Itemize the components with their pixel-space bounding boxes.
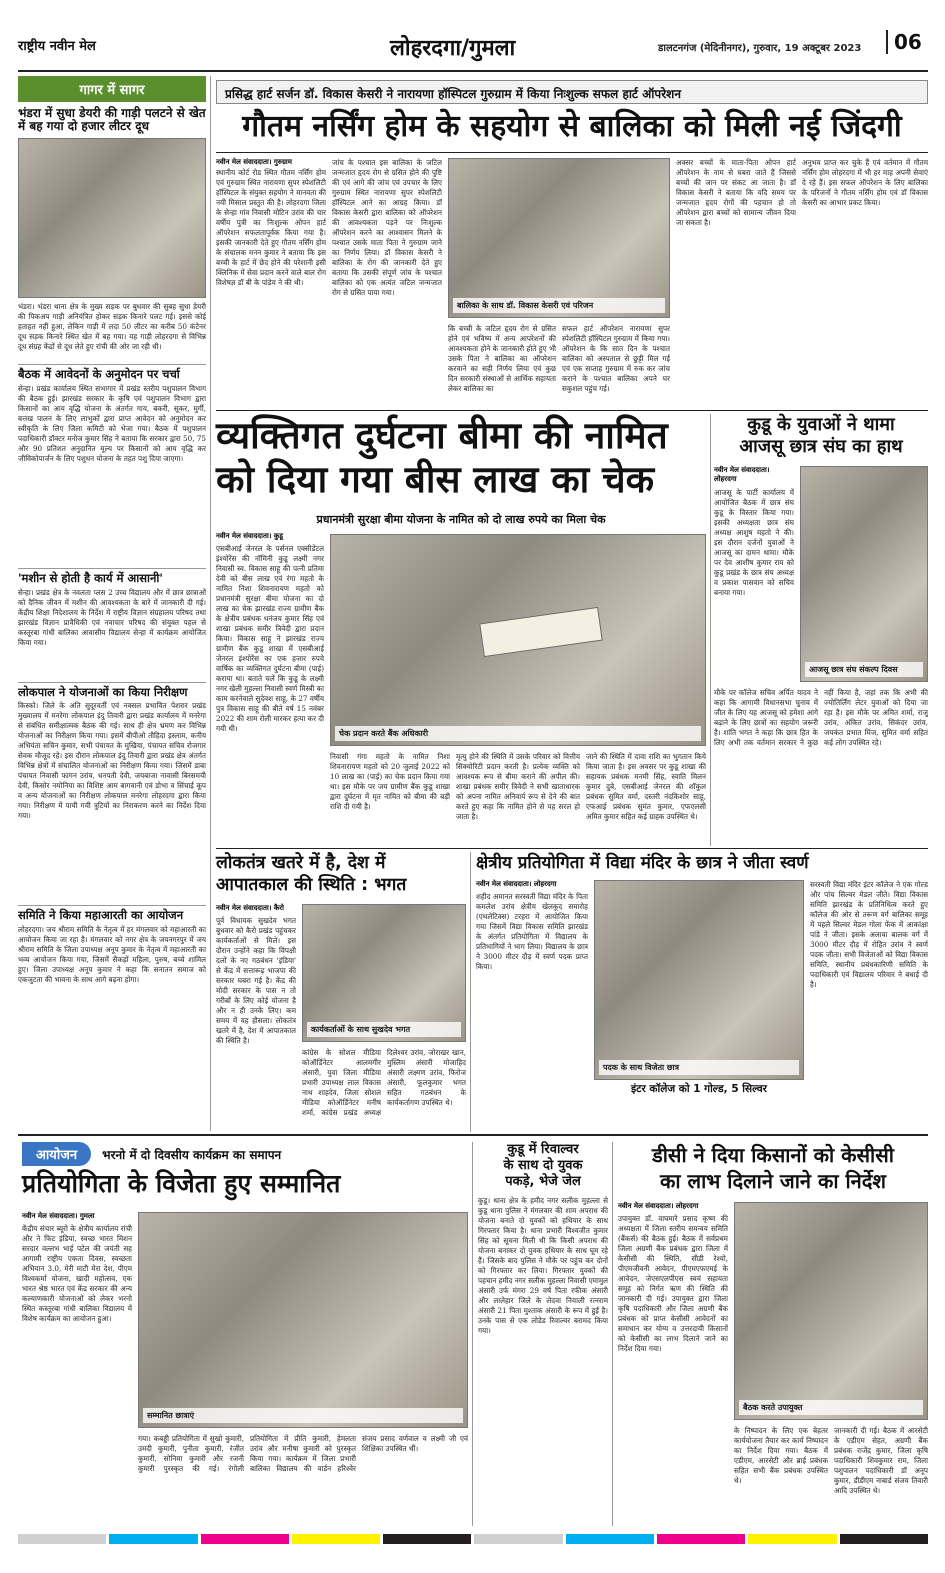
section-rule [216,410,928,411]
kcc-body-left: उपायुक्त डॉ. वाघमारे प्रसाद कृष्ण की अध्यक्षता में जिला स्तरीय समन्वय समिति (बैंकर्स) की बैठक हुई। बैठक में सर्वप्रथम जिला अग्रणी बैंक प्रबंधक द्वारा जिला में केसीसी की स्थिति, सीडी रेश्यो, पीएमजीवनी आवेदन, पीएमएफएमई के आवेदन, जेएसएलपीएस स्वयं सहायता समूह को निर्गत ऋण की स्थिति की जानकारी दी गई। उपायुक्त द्वारा जिला कृषि पदाधिकारी और जिला अग्रणी बैंक प्रबंधक को प्राप्त केसीसी आवेदनों का समाधान कर योग्य व उत्तरदायी किसानों को केसीसी का लाभ दिलाने जाने का निर्देश दिया गया। [618,1214,728,1353]
photo-caption: आजसू छात्र संघ संकल्प दिवस [805,662,923,677]
photo-caption: कार्यकर्ताओं के साथ सुखदेव भगत [307,1022,461,1037]
ajsu-headline-line1: कुडू के युवाओं ने थामा [747,414,895,435]
insurance-subhead: प्रधानमंत्री सुरक्षा बीमा योजना के नामित को दो लाख रुपये का मिला चेक [316,513,606,526]
story-headline: समिति ने किया महाआरती का आयोजन [18,905,206,922]
masthead-rule [18,70,928,72]
insurance-body-mid3: जाने की स्थिति में दावा राशि का भुगतान किये किया जाता है। इस अवसर पर कुडू शाखा की सहायक प्रबंधक मनमी सिंह, स्वाति मिलन कुमार दुबे, एसबीआई जेनरल की शॉकुल प्रबंधक सुमित वर्मा, दस्तरी नंदकिशोर साहू, एफआई प्रबंधक सुमंत कुमार, एफएलसी अमित कुमार सहित कई ग्राहक उपस्थित थे। [586,752,706,821]
photo-caption: सम्मानित छात्राएं [143,1408,463,1423]
story-headline: लोकपाल ने योजनाओं का किया निरीक्षण [18,682,206,699]
left-column [18,76,206,1131]
section-rule [216,848,928,849]
revolver-headline-line1: कुडू में रिवाल्वर [507,1142,579,1157]
lead-photo [448,158,670,318]
insurance-body-mid2: मृत्यु होने की स्थिति में उसके परिवार को वित्तीय सिक्योरिटी प्रदान करती है। प्रत्येक व्यक्ति को आवश्यक रूप से बीमा कराने की अपील की। शाखा प्रबंधक समीर त्रिवेदी ने सभी खाताधारक को अपना नामित अनिवार्य रूप से देने की बात करते हुए कहा कि नामित होने से यह सरल हो जाता है। [456,752,580,821]
kcc-photo [734,1202,928,1420]
story-body: भंडरा। भंडरा थाना क्षेत्र के मुख्य सड़क पर बुधवार की सुबह सुधा डेयरी की पिकअप गाड़ी अनियंत्रित होकर सड़क किनारे पलट गई। इससे कोई हताहत नहीं हुआ, लेकिन गाड़ी में लदा 50 लीटर का करीब 50 कंटेनर दूध सड़क किनारे स्थित खेत में बह गया। यह गाड़ी लोहरदगा से विभिन्न दूध संग्रह केंद्रों से दूध लेते हुए रांची की ओर जा रही थी। [18,302,206,352]
column-divider [612,1142,613,1526]
vidya-mandir-byline: नवीन मेल संवाददाता। लोहरदगा [476,880,557,888]
lead-body-col4: सफल हार्ट ऑपरेशन नारायणा सुपर स्पेशलिटी हॉस्पिटल गुरुग्राम में किया गया। ऑपरेशन के कि सात दिन के पश्चात बालिका को अस्पताल से छुट्टी मिल गई एवं एक सप्ताह गुरुग्राम में रुक कर जांच कराने के पश्चात बालिका अपने घर सकुशल पहुंच गई। [562,324,670,393]
ajsu-body-bottom: मौके पर कॉलेज सचिव अर्पित यादव ने कहा कि आगामी विधानसभा चुनाव में जीत के लिए यह आजसू को हमेशा आगे बढ़ाने के लिए छात्रों का सहयोग जरूरी है। शांति भगत ने कहा कि छात्र हित के लिए अभी तक वर्तमान सरकार ने कुछ नहीं किया है, जहां तक कि अभी की ज्योतिर्लिंग लेटर युवाओं को दिया जा रहा है। इस मौके पर अमित शर्मा, राजु उरांव, अंकित उरांव, सिकंदर उरांव, जयकंत प्रभात मिंज, सुमित वर्मा सहित कई लोग उपस्थित रहे। [714,688,928,747]
democracy-headline-line1: लोकतंत्र खतरे में है, देश में [216,853,386,873]
ayojan-kicker: भरनो में दो दिवसीय कार्यक्रम का समापन [102,1148,282,1162]
ajsu-headline-line2: आजसू छात्र संघ का हाथ [739,436,903,457]
story-body: लोहरदगा। जय श्रीराम समिति के नेतृत्व में हर मंगलवार को महाआरती का आयोजन किया जा रहा है। मंगलवार को नगर क्षेत्र के जयनगरपुर में जय श्रीराम समिति के जिला उपाध्यक्ष अनूप कुमार के नेतृत्व में महाआरती का भव्य आयोजन किया गया, जिसमें सैकड़ों महिला, पुरुष, बच्चे शामिल हुए। जिला उपाध्यक्ष अनूप कुमार ने कहा कि सनातन समाज को एकजुटता की भावना के साथ आगे बढ़ना होगा। [18,924,206,984]
ayojan-byline: नवीन मेल संवाददाता। गुमला [22,1212,95,1220]
ayojan-headline: प्रतियोगिता के विजेता हुए सम्मानित [22,1169,341,1198]
insurance-photo [330,534,706,746]
revolver-body: कुडू। थाना क्षेत्र के हमीद नगर सलीक मुहल्ला से कुडू थाना पुलिस ने मंगलवार की शाम अपराध की योजना बनाते दो युवकों को हथियार के साथ गिरफ्तार किया है। थाना प्रभारी विश्वजीत कुमार सिंह को सूचना मिली थी कि किसी अपराध की योजना बनाकर दो युवक हथियार के साथ घूम रहे हैं। जिसके बाद पुलिस ने मौके पर पहुंच कर दोनों को गिरफ्तार कर लिया। गिरफ्तार युवकों की पहचान हमीद नगर सलीक मुहल्ला निवासी एमामुल अंसारी उर्फ मंगरा 29 वर्ष पिता रफीक अंसारी और लालेहार जिले के लेदवा नियाली रत्नराम अंसारी 21 पिता मुश्ताक अंसारी के रूप में हुई है। उनके पास से एक लोडेड रिवाल्वर बरामद किया गया। [478,1196,608,1335]
ajsu-photo [800,466,928,682]
ayojan-tag: आयोजन [22,1142,91,1166]
masthead [18,30,928,70]
democracy-byline: नवीन मेल संवाददाता। कैरो [216,904,284,912]
vidya-mandir-body-right: सरस्वती विद्या मंदिर इंटर कॉलेज ने एक गोल्ड और पांच सिल्वर मेडल जीते। विद्या विकास समिति झारखंड के प्रतिनिधित्व करते हुए कॉलेज की ओर से तरूण वर्ग बालिका समूह में पहले सिल्वर मेडल गोला फेंक में आकांक्षा पांडे ने जीता। इसके अलावा बालक वर्ग में 3000 मीटर दौड़ में रोहित उरांव ने स्वर्ण पदक जीता। सभी विजेताओं को विद्या विकास समिति, स्थानीय प्रबंधकारिणी समिति के पदाधिकारी एवं विद्यालय परिवार ने बधाई दी है। [810,880,928,989]
photo-caption: पदक के साथ विजेता छात्र [599,1060,799,1075]
lead-body-col2: जांच के पश्चात इस बालिका के जटिल जन्मजात हृदय रोग से ग्रसित होने की पुष्टि की एवं आगे की जांच एवं उपचार के लिए गुरुग्राम स्थित नारायणा सुपर स्पेशलिटी हॉस्पिटल आने का आग्रह किया। डॉ विकास केसरी द्वारा बालिका को ऑपरेशन की आवश्यकता पड़ने पर निःशुल्क ऑपरेशन करने का आश्वासन मिलने के पश्चात उसके माता पिता ने गुरुग्राम जाने का निर्णय लिया। डॉ विकास केसरी ने बालिका के रोग की जानकारी देते हुए बताया कि उसकी संपूर्ण जांच के पश्चात बालिका को एक अत्यंत जटिल जन्मजात रोग से ग्रसित पाया गया। [332,158,442,297]
story-body: सेन्हा। प्रखंड कार्यालय स्थित सभागार में प्रखंड स्तरीय पशुपालन विभाग की बैठक हुई। झारखंड सरकार के कृषि एवं पशुपालन विभाग द्वारा किसानों का आय वृद्धि योजना के अंतर्गत गाय, बकरी, सूकर, मुर्गी, बत्तख पालन के लिए लाभुकों द्वारा प्राप्त आवेदन को अनुमोदन कर स्वीकृति के लिए जिला कमिटी को भेजा गया। बैठक में पशुपालन पदाधिकारी डॉक्टर मनोज कुमार सिंह ने बताया कि सरकार द्वारा 50, 75 और 90 प्रतिशत अनुदानित मूल्य पर किसानों को आय वृद्धि कर जीविकोपार्जन के लिए पशुधन योजना के तहत पशु दिया जाएगा। [18,384,206,464]
milk-spill-photo [18,138,206,298]
page-number: 06 [886,30,922,54]
insurance-headline-line2: को दिया गया बीस लाख का चेक [216,458,655,501]
democracy-headline [216,852,466,896]
ajsu-body-left: आजसू के पार्टी कार्यालय में आयोजित बैठक में छात्र संघ कुडू के विस्तार किया गया। इसकी अध्यक्षता छात्र संघ अध्यक्ष आशुष महतो ने की। इस दौरान दर्जनों युवाओं ने आजसू का दामन थामा। मौके पर देव आशीष कुमार राय को कुडू प्रखंड के छात्र संघ अध्यक्ष व प्रकाश पासवान को सचिव बनाया गया। [714,488,794,597]
vidya-mandir-photo-caption: इंटर कॉलेज को 1 गोल्ड, 5 सिल्वर [631,1083,767,1095]
cheque-graphic [479,607,603,657]
lead-body-col5: अक्सर बच्चों के माता-पिता ओपन हार्ट ऑपरेशन के नाम से घबरा जाते हैं जिससे बच्चों की जान पर संकट आ जाता है। डॉ विकास केसरी ने बताया कि यदि समय पर जन्मजात हृदय रोगों की पहचान हो तो ऑपरेशन द्वारा बच्चों को सामान्य जीवन दिया जा सकता है। [676,158,796,227]
column-divider [210,76,211,1131]
democracy-headline-line2: आपातकाल की स्थिति : भगत [216,875,407,895]
lead-body-col1: स्थानीय कोर्ट रोड स्थित गौतम नर्सिंग होम एवं गुरुग्राम स्थित नारायणा सुपर स्पेशलिटी हॉस्पिटल के संयुक्त सहयोग ने मानवता की नयी मिसाल प्रस्तुत की है। लोहरदगा जिला के सेन्हा गांव निवासी मोटिन उरांव की चार वर्षीय पुत्री का निःशुल्क ओपन हार्ट ऑपरेशन सफलतापूर्वक किया गया है। इसकी जानकारी देते हुए गौतम नर्सिंग होम के संचालक मनन कुमार ने बताया कि इस बच्ची के हार्ट में छेद होने की परेशानी इसी क्लिनिक में सेवा प्रदान करने वाले बाल रोग विशेषज्ञ डॉ बी के पांडेय ने की थी। [216,168,326,287]
paper-logo: राष्ट्रीय नवीन मेल [18,39,96,54]
ayojan-header [22,1142,468,1166]
insurance-body-mid1: निवासी गंगा महतो के नामित निशा शिवनारायण महतो को 20 जुलाई 2022 को 10 लाख का (पाई) का चेक प्रदान किया गया था। इस मौके पर जय ग्रामीण बैंक कुडू शाखा द्वारा दुर्घटना में मृत नामित को बीमा की बड़ी राशि दी गयी है। [330,752,450,811]
vidya-mandir-headline: क्षेत्रीय प्रतियोगिता में विद्या मंदिर के छात्र ने जीता स्वर्ण [476,853,809,873]
dateline: डालटनगंज (मेदिनीनगर), गुरुवार, 19 अक्टूबर 2023 [658,43,862,54]
revolver-headline [478,1142,608,1190]
lead-body-col3: कि बच्ची के जटिल हृदय रोग से ग्रसित होने एवं भविष्य में अन्य आपरेशनों की आवश्यकता होने के जानकारी होते हुए भी उसके पिता ने बालिका का ऑपरेशन करवाने का सही निर्णय लिया एवं कुछ दिन सरकारी संस्थाओं से आर्थिक सहायता लेकर बालिका का [448,324,556,393]
story-body: किस्को। जिले के अति सुदूरवर्ती एवं नक्सल प्रभावित पेशरार प्रखंड मुख्यालय में मनरेगा लोकपाल इंदु तिवारी द्वारा प्रखंड कार्यालय में मनरेगा से संबंधित समीक्षात्मक बैठक की गई। साथ ही क्षेत्र भ्रमण कर विभिन्न योजनाओं का निरीक्षण किया गया। इसमें बीपीओ तौहिदा इस्लाम, कनीय अभियंता सचिन कुमार, सभी पंचायत के मुखिया, पंचायत सचिव रोजगार सेवक मौजूद रहे। इस दौरान लोकपाल इंदु तिवारी द्वारा प्रखंड क्षेत्र अंतर्गत विभिन्न क्षेत्रों में संचालित योजनाओं का निरीक्षण किया गया। जिसमें डाबा पंचायत निवासी फागन उरांव, धनपती देवी, जयबाजा नावासी बिरसमयी देवी, किसोर नमोनिया का विशिष्ट आम बागवानी एवं डोभा व सिंचाई कूप व अन्य योजनाओं का निरीक्षण लोकपाल मनरेगा लोहरदगा द्वारा किया गया। निरीक्षण में पायी गयी त्रुटियों का निराकरण करने का निर्देश दिया गया। [18,701,206,821]
kcc-headline-line2: का लाभ दिलाने जाने का निर्देश [660,1169,886,1193]
vidya-mandir-photo [594,880,804,1080]
insurance-headline [216,414,706,502]
insurance-byline: नवीन मेल संवाददाता। कुडू [216,532,283,540]
kcc-body-mid: के निष्पादन के लिए एक बेहतर कार्ययोजना तैयार कर कार्य निष्पादन का निर्देश दिया गया। बैठक में एडीएम, आरसेटी और ब्राई प्रबंधक सहित सभी बैंक प्रबंधक उपस्थित थे। [734,1426,828,1485]
story-headline: 'मशीन से होती है कार्य में आसानी' [18,568,206,585]
lead-body-col6: अनुभव प्राप्त कर चुके हैं एवं वर्तमान में गौतम नर्सिंग होम लोहरदगा में भी हर माह अपनी सेवाएं दे रहे हैं। इस सफल ऑपरेशन के लिए बालिका के परिजनों ने गौतम नर्सिंग होम एवं डॉ विकास केसरी का आभार प्रकट किया। [802,158,928,207]
section-rule [18,1134,928,1136]
column-divider [472,1142,473,1526]
story-body: सेन्हा। प्रखंड क्षेत्र के नवलता प्लस 2 उच्च विद्यालय और में छात्र छात्राओं को दैनिक जीवन में मशीन की आवश्यकता के बारे में जानकारी दी गई। केंद्रीय शिक्षा निदेशालय के निर्देश में राष्ट्रीय विज्ञान संग्रहालय परिषद तथा झारखंड विज्ञान प्रावैधिकी एवं नवाचार परिषद की संयुक्त पहल से कस्तूरबा गांधी बालिका आवासीय विद्यालय सेन्हा में कार्यक्रम आयोजित किया गया। [18,587,206,647]
kcc-body-right: जानकारी दी गई। बैठक में आरसेटी के एडीएम सेहत, अग्रणी बैंक प्रबंधक राजेंद्र कुमार, जिला कृषि पदाधिकारी शिवकुमार राम, जिला पशुपालन पदाधिकारी डॉ अनूप कुमार, डीडीएम नाबार्ड संजय तिवारी आदि उपस्थित थे। [834,1426,928,1495]
column-divider [710,414,711,846]
vidya-mandir-body-left: शहीद अमानत सरस्वती विद्या मंदिर के पिता कमलेश उरांव क्षेत्रीय खेलकूद समारोह (एथलेटिक्स) टरहरा में आयोजित किया गया जिसमें विद्या विकास समिति झारखंड के अंतर्गत प्रतियोगिता में विद्यालय के प्रतिभागियों ने भाग लिया। विद्यालय के छात्र ने 3000 मीटर दौड़ में स्वर्ण पदक प्राप्त किया। [476,892,588,971]
section-title: लोहरदगा/गुमला [390,36,516,61]
story-headline: भंडरा में सुधा डेयरी की गाड़ी पलटने से खेत में बह गया दो हजार लीटर दूध [18,106,206,134]
ayojan-body-bottom: गया। कबड्डी प्रतियोगिता में सुखो कुमारी, उमदी कुमारी, पुनीता कुमारी, रंजीत कुमारी, सोनिमा कुमारी और रजनी कुमारी पुरस्कृत की गई। रंगोली प्रतियोगिता में प्रीति कुमारी, हेमलता उरांव और मनीषा कुमारी को पुरस्कृत किया गया। कार्यक्रम में जिला प्रभारी बालिका विद्यालय की वार्डन हरिश्वेर संजय प्रसाद वर्णवाल व लक्ष्मी जी एवं शिक्षिका उपस्थित थीं। [138,1434,468,1473]
kcc-headline-line1: डीसी ने दिया किसानों को केसीसी [652,1143,894,1167]
insurance-body-left: एसबीआई जेनरल के पर्सनल एक्सीडेंटल इंश्योरेंस की नॉमिनी कुडू लक्ष्मी नगर निवासी स्व. विकास साहू की पत्नी प्रतिमा देवी को बीस लाख एवं रंगा महतो के नामित निशा शिवनारायण महतो को प्रधानमंत्री सुरक्षा बीमा योजना का दो लाख का चेक झारखंड राज्य ग्रामीण बैंक के क्षेत्रीय प्रबंधक धनंजय कुमार सिंह एवं शाखा प्रबंधक समीर त्रिवेदी द्वारा प्रदान किया। विकास साहू ने झारखंड राज्य ग्रामीण बैंक कुडू शाखा में एसबीआई जेनरल इंश्योरेंस का एक हजार रुपये वार्षिक का व्यक्तिगत दुर्घटना बीमा (पाई) कराया था। बताते चलें कि कुडू के लक्ष्मी नगर खेली मुहल्ला निवासी स्वर्ण मिस्त्री का काम करनेवाले सुदेवश साहू, के 27 वर्षीय पुत्र विकास साहू की बीते वर्ष 15 नवंबर 2022 की शाम रोली मारकर हत्या कर दी गयी थी। [216,544,324,733]
story-headline: बैठक में आवेदनों के अनुमोदन पर चर्चा [18,364,206,381]
footer-color-bar [18,1534,928,1544]
lead-story-kicker: प्रसिद्ध हार्ट सर्जन डॉ. विकास केसरी ने नारायणा हॉस्पिटल गुरुग्राम में किया निःशुल्क सफल हार्ट ऑपरेशन [216,80,928,104]
democracy-photo [302,904,466,1042]
lead-story-headline: गौतम नर्सिंग होम के सहयोग से बालिका को मिली नई जिंदगी [242,109,902,144]
ajsu-byline: नवीन मेल संवाददाता। लोहरदगा [714,466,770,483]
kcc-headline [618,1142,928,1194]
ajsu-headline [714,414,928,458]
revolver-headline-line3: पकड़े, भेजे जेल [505,1174,581,1189]
lead-rule [216,152,928,153]
kcc-byline: नवीन मेल संवाददाता। लोहरदगा [618,1202,699,1210]
left-column-banner: गागर में सागर [18,76,206,102]
photo-caption: चेक प्रदान करते बैंक अधिकारी [335,726,701,741]
photo-caption: बालिका के साथ डॉ. विकास केसरी एवं परिजन [453,298,665,313]
revolver-headline-line2: के साथ दो युवक [503,1158,583,1173]
democracy-body-right: कांग्रेस के सोशल मीडिया कोऑर्डिनेटर आलमगीर अंसारी, युवा जिला मीडिया प्रभारी उपाध्यक्ष लाल विकास नाथ शाहदेव, जिला सोशल मीडिया कोऑर्डिनेटर मनीष शर्मा, कांग्रेस प्रखंड अध्यक्ष दिलेश्वर उरांव, जोराखर खान, मुस्लिम अंसारी मोजाहिद अंसारी लक्ष्मण उरांव, फिरोज अंसारी, फूलकुमार भगत सहित गठबंधन के कार्यकर्तागण उपस्थित थे। [302,1048,466,1117]
democracy-body-left: पूर्व विधायक सुखदेव भगत बुधवार को कैरो प्रखंड पहुंचकर कार्यकर्ताओं से मिले। इस दौरान उन्होंने कहा कि विपक्षी दलों के नए गठबंधन 'इंडिया' से केंद्र में सत्तारूढ़ भाजपा की सरकार घबरा गई है। केंद्र की मोदी सरकार के पास न तो गरीबों के लिए कोई योजना है और न ही उनके लिए। कम समय में वह हौसला। लोकतंत्र खतरे में है, देश में आपातकाल की स्थिति है। [216,916,296,1045]
ayojan-body-left: केंद्रीय संचार ब्यूरो के क्षेत्रीय कार्यालय रांची और ने फिट इंडिया, स्वच्छ भारत मिशन सरदार वल्लभ भाई पटेल की जयंती सह आगामी राष्ट्रीय एकता दिवस, स्वच्छता अभियान 3.0, मेरी माटी मेरा देश, पीएम विश्वकर्मा योजना, खादी महोत्सव, एक भारत श्रेष्ठ भारत एवं केंद्र सरकार की अन्य कल्याणकारी योजनाओं को लेकर भरनो स्थित कस्तूरबा गांधी बालिका विद्यालय में विशेष कार्यक्रम का आयोजन हुआ। [22,1224,132,1323]
lead-byline: नवीन मेल संवाददाता। गुरुग्राम [216,158,292,166]
insurance-headline-line1: व्यक्तिगत दुर्घटना बीमा की नामित [216,414,668,457]
ayojan-photo [138,1212,468,1428]
column-divider [470,852,471,1132]
photo-caption: बैठक करते उपायुक्त [739,1400,923,1415]
